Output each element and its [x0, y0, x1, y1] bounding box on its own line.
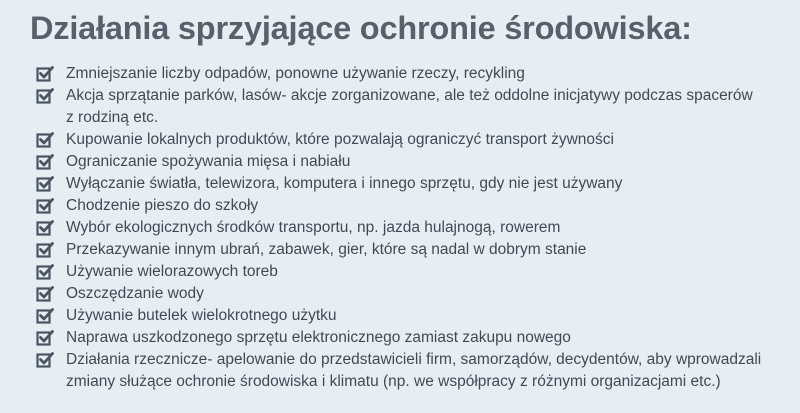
list-item [36, 261, 776, 283]
list-item [36, 129, 776, 151]
checkbox-checked-icon [36, 241, 54, 259]
list-item-text: Oszczędzanie wody [66, 285, 204, 302]
checkbox-checked-icon [36, 307, 54, 325]
list-item-text: Używanie butelek wielokrotnego użytku [66, 307, 337, 324]
checkbox-checked-icon [36, 197, 54, 215]
list-item-text-line: z rodziną etc. [66, 109, 159, 126]
list-item-text-line: Akcja sprzątanie parków, lasów- akcje zorganizowane, ale też oddolne inicjatywy podczas spacerów [66, 87, 753, 104]
list-item [36, 305, 776, 327]
list-item [36, 173, 776, 195]
list-item [36, 195, 776, 217]
checkbox-checked-icon [36, 219, 54, 237]
list-item [36, 239, 776, 261]
checkbox-checked-icon [36, 131, 54, 149]
list-item [36, 85, 776, 129]
list-item-text: Używanie wielorazowych toreb [66, 263, 278, 280]
list-item-text-line: Działania rzecznicze- apelowanie do przedstawicieli firm, samorządów, decydentów, aby wprowadzali [66, 351, 762, 368]
list-item [36, 283, 776, 305]
list-item-text: Wyłączanie światła, telewizora, komputera i innego sprzętu, gdy nie jest używany [66, 175, 623, 192]
checkbox-checked-icon [36, 175, 54, 193]
checkbox-checked-icon [36, 285, 54, 303]
list-item-text: Wybór ekologicznych środków transportu, np. jazda hulajnogą, rowerem [66, 219, 561, 236]
list-item [36, 217, 776, 239]
checklist [36, 63, 776, 393]
list-item-text: Ograniczanie spożywania mięsa i nabiału [66, 153, 351, 170]
list-item [36, 349, 776, 393]
list-item-text: Chodzenie pieszo do szkoły [66, 197, 259, 214]
checkbox-checked-icon [36, 87, 54, 105]
list-item-text: Zmniejszanie liczby odpadów, ponowne używanie rzeczy, recykling [66, 65, 525, 82]
page-title: Działania sprzyjające ochronie środowiska: [30, 10, 692, 46]
list-item [36, 151, 776, 173]
list-item [36, 327, 776, 349]
list-item-text: Naprawa uszkodzonego sprzętu elektronicznego zamiast zakupu nowego [66, 329, 571, 346]
checkbox-checked-icon [36, 351, 54, 369]
list-item [36, 63, 776, 85]
checkbox-checked-icon [36, 153, 54, 171]
checkbox-checked-icon [36, 263, 54, 281]
checkbox-checked-icon [36, 65, 54, 83]
list-item-text: Kupowanie lokalnych produktów, które pozwalają ograniczyć transport żywności [66, 131, 614, 148]
list-item-text-line: zmiany służące ochronie środowiska i klimatu (np. we współpracy z różnymi organizacjami etc.) [66, 373, 721, 390]
list-item-text: Przekazywanie innym ubrań, zabawek, gier, które są nadal w dobrym stanie [66, 241, 587, 258]
checkbox-checked-icon [36, 329, 54, 347]
